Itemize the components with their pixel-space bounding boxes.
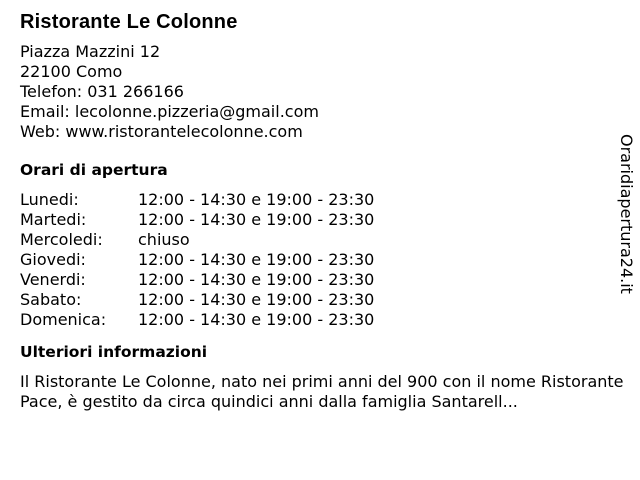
hours-row-venerdi xyxy=(20,270,620,290)
day-label: Mercoledi: xyxy=(20,230,103,249)
restaurant-name: Ristorante Le Colonne xyxy=(20,11,238,33)
day-label: Venerdi: xyxy=(20,270,86,289)
hours-row-sabato xyxy=(20,290,620,310)
time-value: 12:00 - 14:30 e 19:00 - 23:30 xyxy=(138,290,375,309)
address-line: Piazza Mazzini 12 xyxy=(20,42,161,61)
time-value: 12:00 - 14:30 e 19:00 - 23:30 xyxy=(138,210,375,229)
day-label: Martedi: xyxy=(20,210,87,229)
time-value: chiuso xyxy=(138,230,190,249)
hours-row-mercoledi xyxy=(20,230,620,250)
hours-table xyxy=(20,190,620,330)
phone-line: Telefon: 031 266166 xyxy=(20,82,184,101)
info-description: Il Ristorante Le Colonne, nato nei primi anni del 900 con il nome Ristorante Pace, è gestito da circa quindici anni dalla famiglia Santarell... xyxy=(20,372,624,411)
city-line: 22100 Como xyxy=(20,62,123,81)
contact-block xyxy=(20,42,620,142)
info-heading: Ulteriori informazioni xyxy=(20,343,208,361)
hours-row-martedi xyxy=(20,210,620,230)
site-watermark: Oraridiapertura24.it xyxy=(617,134,636,294)
day-label: Sabato: xyxy=(20,290,82,309)
time-value: 12:00 - 14:30 e 19:00 - 23:30 xyxy=(138,310,375,329)
hours-heading: Orari di apertura xyxy=(20,161,168,179)
email-line: Email: lecolonne.pizzeria@gmail.com xyxy=(20,102,319,121)
day-label: Lunedi: xyxy=(20,190,79,209)
day-label: Domenica: xyxy=(20,310,107,329)
day-label: Giovedi: xyxy=(20,250,86,269)
time-value: 12:00 - 14:30 e 19:00 - 23:30 xyxy=(138,270,375,289)
web-line: Web: www.ristorantelecolonne.com xyxy=(20,122,303,141)
hours-row-lunedi xyxy=(20,190,620,210)
restaurant-card xyxy=(20,10,624,412)
hours-row-domenica xyxy=(20,310,620,330)
hours-row-giovedi xyxy=(20,250,620,270)
time-value: 12:00 - 14:30 e 19:00 - 23:30 xyxy=(138,190,375,209)
time-value: 12:00 - 14:30 e 19:00 - 23:30 xyxy=(138,250,375,269)
